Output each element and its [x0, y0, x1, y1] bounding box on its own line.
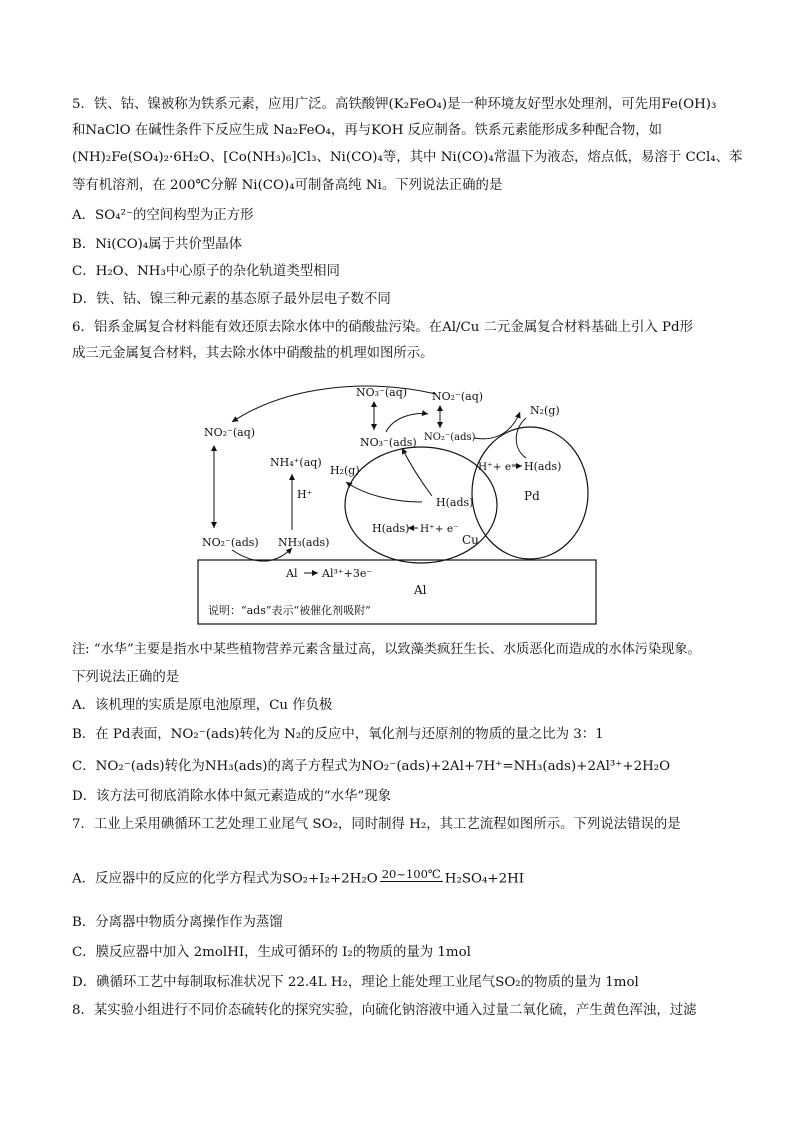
q6-option-b: B．在 Pd表面，NO₂⁻(ads)转化为 N₂的反应中，氧化剂与还原剂的物质的量之比为 3：1 [72, 727, 604, 742]
q6-line-1: 6．铝系金属复合材料能有效还原去除水体中的硝酸盐污染。在Al/Cu 二元金属复合材料基础上引入 Pd形 [72, 320, 693, 335]
label-no3-ads: NO₃⁻(ads) [360, 436, 417, 449]
diagram-caption: 说明：“ads”表示“被催化剂吸附” [208, 604, 371, 617]
q6-option-c: C．NO₂⁻(ads)转化为NH₃(ads)的离子方程式为NO₂⁻(ads)+2Al+7H⁺=NH₃(ads)+2Al³⁺+2H₂O [72, 759, 671, 774]
label-no2-aq-top: NO₂⁻(aq) [432, 390, 484, 403]
label-nh4-aq: NH₄⁺(aq) [270, 456, 322, 469]
label-pd-h-ads: H(ads) [524, 460, 562, 473]
q6-line-2: 成三元金属复合材料，其去除水体中硝酸盐的机理如图所示。 [72, 346, 434, 361]
label-no2-ads-mid: NO₂⁻(ads) [424, 432, 476, 443]
q7-option-a [72, 868, 732, 890]
q6-option-d: D．该方法可彻底消除水体中氮元素造成的“水华”现象 [72, 789, 392, 804]
mechanism-diagram [196, 378, 600, 626]
q7-option-c: C．膜反应器中加入 2molHI，生成可循环的 I₂的物质的量为 1mol [72, 945, 471, 960]
q5-line-1: 5．铁、钴、镍被称为铁系元素，应用广泛。高铁酸钾(K₂FeO₄)是一种环境友好型水处理剂，可先用Fe(OH)₃ [72, 97, 717, 112]
q6-note-1: 注: “水华”主要是指水中某些植物营养元素含量过高，以致藻类疯狂生长、水质恶化而造成的水体污染现象。 [72, 642, 701, 657]
label-cu: Cu [462, 533, 479, 547]
label-nh3-ads: NH₃(ads) [278, 536, 330, 549]
q7-condition-text: 20~100℃ [381, 867, 441, 881]
q5-option-d: D．铁、钴、镍三种元素的基态原子最外层电子数不同 [72, 292, 391, 307]
label-al: Al [414, 583, 427, 597]
label-h2-g: H₂(g) [330, 464, 360, 477]
q5-line-3: (NH)₂Fe(SO₄)₂·6H₂O、[Co(NH₃)₆]Cl₃、Ni(CO)₄等，其中 Ni(CO)₄常温下为液态，熔点低，易溶于 CCl₄、苯 [72, 150, 743, 165]
q5-line-2: 和NaClO 在碱性条件下反应生成 Na₂FeO₄，再与KOH 反应制备。铁系元素能形成多种配合物，如 [72, 123, 663, 138]
label-cu-h-ads-top: H(ads) [436, 496, 474, 509]
label-no3-aq: NO₃⁻(aq) [356, 386, 408, 399]
q5-option-a: A．SO₄²⁻的空间构型为正方形 [72, 208, 254, 223]
q8-line-1: 8．某实验小组进行不同价态硫转化的探究实验，向硫化钠溶液中通入过量二氧化硫，产生黄色浑浊，过滤 [72, 1003, 697, 1018]
label-n2-g: N₂(g) [530, 404, 560, 417]
label-pd: Pd [524, 489, 540, 503]
label-cu-h-e: H⁺+ e⁻ [420, 523, 459, 535]
label-al-reactant: Al [286, 567, 298, 580]
q7-option-a-products: H₂SO₄+2HI [444, 871, 525, 887]
q7-reaction-condition [380, 868, 443, 890]
q5-line-4: 等有机溶剂，在 200℃分解 Ni(CO)₄可制备高纯 Ni。下列说法正确的是 [72, 178, 503, 193]
q6-note-2: 下列说法正确的是 [72, 670, 180, 685]
q7-option-a-reactants: A．反应器中的反应的化学方程式为SO₂+I₂+2H₂O [72, 871, 378, 887]
q7-option-b: B．分离器中物质分离操作作为蒸馏 [72, 915, 283, 930]
q7-line-1: 7．工业上采用碘循环工艺处理工业尾气 SO₂，同时制得 H₂，其工艺流程如图所示。下列说法错误的是 [72, 817, 681, 832]
q7-option-d: D．碘循环工艺中每制取标准状况下 22.4L H₂，理论上能处理工业尾气SO₂的物质的量为 1mol [72, 975, 639, 990]
q6-option-a: A．该机理的实质是原电池原理，Cu 作负极 [72, 698, 333, 713]
label-no2-aq-left: NO₂⁻(aq) [204, 426, 256, 439]
q5-option-b: B．Ni(CO)₄属于共价型晶体 [72, 237, 243, 252]
label-cu-h-ads-bottom: H(ads) [372, 522, 410, 535]
label-no2-ads-left: NO₂⁻(ads) [202, 536, 259, 549]
label-al3-product: Al³⁺+3e⁻ [322, 567, 373, 580]
label-h-plus: H⁺ [297, 488, 313, 501]
label-pd-h-e: H⁺+ e⁻ [478, 461, 517, 473]
q5-option-c: C．H₂O、NH₃中心原子的杂化轨道类型相同 [72, 264, 340, 279]
